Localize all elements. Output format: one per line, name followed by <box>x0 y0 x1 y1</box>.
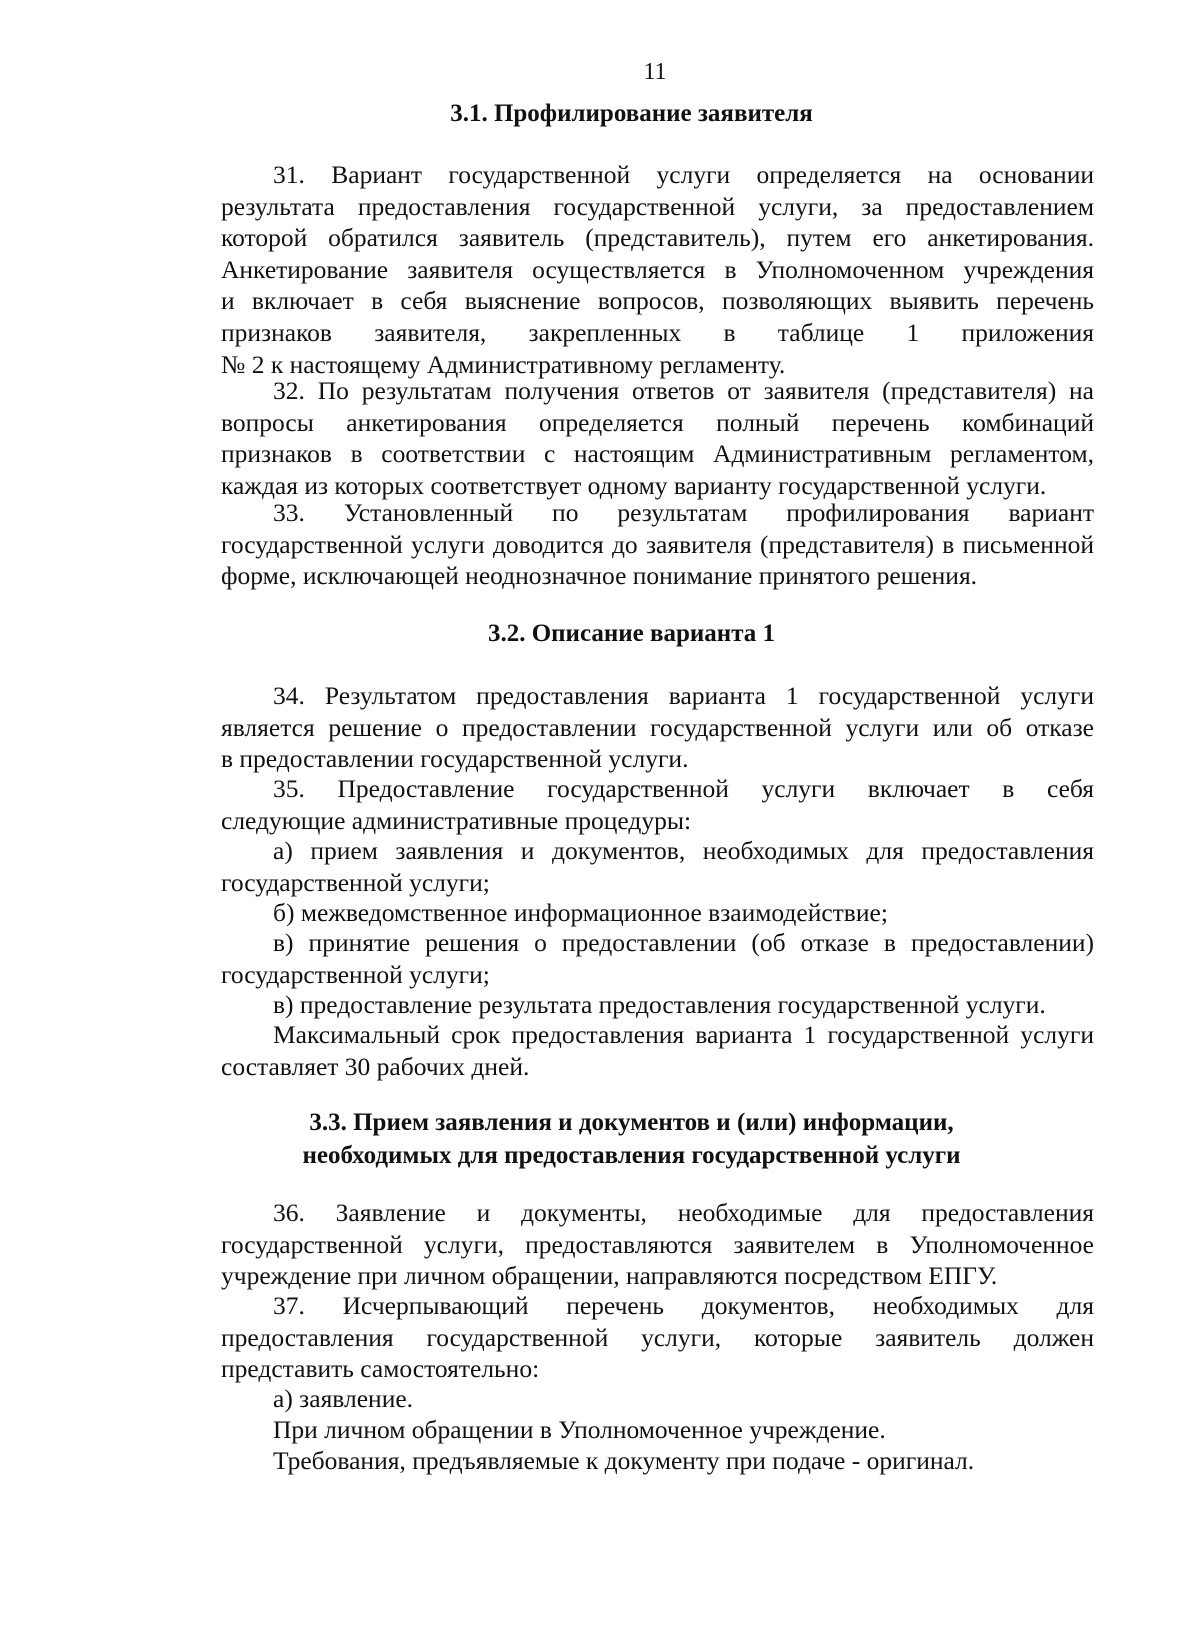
list-item-b <box>169 897 1094 929</box>
text-line: Максимальный срок предоставления варианта 1 государственной услуги <box>273 1020 1094 1049</box>
section-3-3-heading <box>169 1106 1094 1172</box>
paragraph-max-term <box>169 1019 1094 1082</box>
paragraph-33 <box>169 497 1094 592</box>
text-line: а) прием заявления и документов, необходимых для предоставления <box>273 836 1094 865</box>
text-line: учреждение при личном обращении, направляются посредством ЕПГУ. <box>221 1261 998 1291</box>
text-line: признаков заявителя, закрепленных в таблице 1 приложения <box>221 317 1094 347</box>
paragraph-35 <box>169 773 1094 836</box>
text-line: 37. Исчерпывающий перечень документов, необходимых для <box>273 1291 1094 1320</box>
text-line: которой обратился заявитель (представитель), путем его анкетирования. <box>221 223 1094 253</box>
paragraph-32 <box>169 375 1094 501</box>
text-line: результата предоставления государственной услуги, за предоставлением <box>221 191 1094 221</box>
paragraph-personal-visit <box>169 1414 1094 1446</box>
text-line: форме, исключающей неоднозначное понимание принятого решения. <box>221 561 978 591</box>
text-line: и включает в себя выяснение вопросов, позволяющих выявить перечень <box>221 286 1094 316</box>
text-line: каждая из которых соответствует одному варианту государственной услуги. <box>221 470 1047 500</box>
text-line: 31. Вариант государственной услуги определяется на основании <box>273 160 1094 189</box>
text-line: б) межведомственное информационное взаимодействие; <box>273 898 888 927</box>
list-item-v2 <box>169 989 1094 1021</box>
text-line: 32. По результатам получения ответов от заявителя (представителя) на <box>273 376 1094 405</box>
list-item-a <box>169 835 1094 898</box>
text-line: При личном обращении в Уполномоченное учреждение. <box>273 1415 886 1444</box>
text-line: вопросы анкетирования определяется полный перечень комбинаций <box>221 407 1094 437</box>
text-line: Требования, предъявляемые к документу при подаче - оригинал. <box>273 1446 975 1475</box>
section-3-2-heading: 3.2. Описание варианта 1 <box>487 620 776 647</box>
section-3-3-heading-line1: 3.3. Прием заявления и документов и (или) информации, <box>309 1109 954 1136</box>
text-line: государственной услуги, предоставляются заявителем в Уполномоченное <box>221 1229 1094 1259</box>
text-line: государственной услуги; <box>221 867 490 897</box>
text-line: в предоставлении государственной услуги. <box>221 744 689 774</box>
text-line: государственной услуги; <box>221 959 490 989</box>
paragraph-31 <box>169 159 1094 380</box>
text-line: № 2 к настоящему Административному регламенту. <box>221 349 786 379</box>
text-line: 35. Предоставление государственной услуги включает в себя <box>273 774 1094 803</box>
text-line: 36. Заявление и документы, необходимые для предоставления <box>273 1198 1094 1227</box>
section-3-3-heading-line2: необходимых для предоставления государственной услуги <box>302 1142 961 1169</box>
page-number: 11 <box>643 59 667 85</box>
text-line: представить самостоятельно: <box>221 1354 540 1384</box>
section-3-1-heading: 3.1. Профилирование заявителя <box>450 100 813 127</box>
text-line: Анкетирование заявителя осуществляется в Уполномоченном учреждения <box>221 254 1094 284</box>
text-line: является решение о предоставлении государственной услуги или об отказе <box>221 712 1094 742</box>
text-line: а) заявление. <box>273 1384 414 1413</box>
text-line: признаков в соответствии с настоящим Административным регламентом, <box>221 439 1094 469</box>
text-line: в) предоставление результата предоставления государственной услуги. <box>273 990 1046 1019</box>
paragraph-requirements <box>169 1445 1094 1477</box>
paragraph-34 <box>169 680 1094 775</box>
paragraph-36 <box>169 1197 1094 1292</box>
text-line: следующие административные процедуры: <box>221 805 692 835</box>
text-line: в) принятие решения о предоставлении (об отказе в предоставлении) <box>273 928 1094 957</box>
text-line: составляет 30 рабочих дней. <box>221 1051 530 1081</box>
list-item-a-application <box>169 1383 1094 1415</box>
text-line: 34. Результатом предоставления варианта 1 государственной услуги <box>273 681 1094 710</box>
text-line: предоставления государственной услуги, которые заявитель должен <box>221 1322 1094 1352</box>
text-line: государственной услуги доводится до заявителя (представителя) в письменной <box>221 529 1094 559</box>
text-line: 33. Установленный по результатам профилирования вариант <box>273 498 1094 527</box>
paragraph-37 <box>169 1290 1094 1385</box>
list-item-v1 <box>169 927 1094 990</box>
